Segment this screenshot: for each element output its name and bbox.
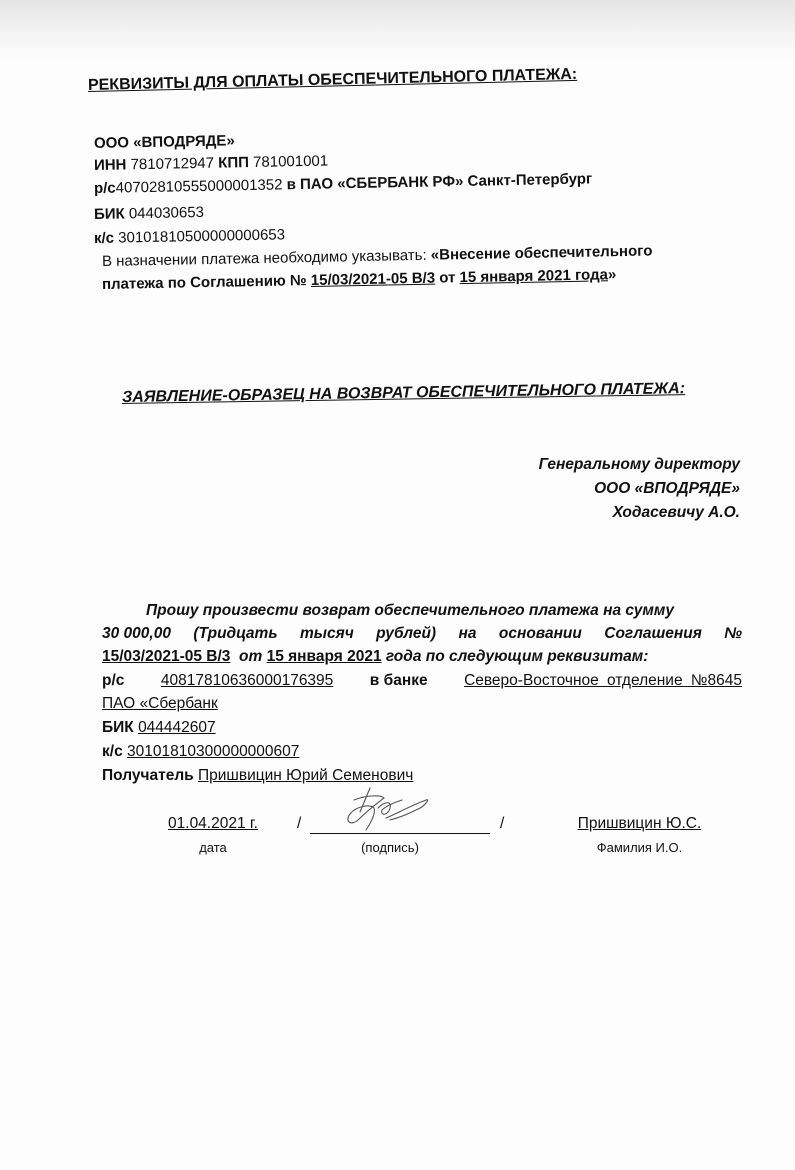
recipient-line bbox=[102, 766, 413, 786]
signature-caption: (подпись) bbox=[361, 840, 419, 855]
body-line-1: Прошу произвести возврат обеспечительного платежа на сумму bbox=[146, 602, 674, 619]
scan-shadow bbox=[0, 0, 795, 60]
purpose-close-quote: » bbox=[607, 266, 617, 284]
body-line-2 bbox=[102, 624, 742, 644]
corr-label: к/с bbox=[93, 229, 115, 247]
refund-corr-label: к/с bbox=[102, 743, 123, 760]
refund-bank-name-2: ПАО «Сбербанк bbox=[102, 695, 218, 712]
account-value: 40702810555000001352 bbox=[115, 176, 283, 197]
signature-date: 01.04.2021 г. bbox=[168, 815, 258, 832]
word: Соглашения bbox=[604, 625, 702, 642]
refund-account-value: 40817810636000176395 bbox=[160, 672, 334, 689]
agreement-number: 15/03/2021-05 В/3 bbox=[102, 648, 231, 665]
addressee-line-3: Ходасевичу А.О. bbox=[612, 504, 740, 521]
kpp-label: КПП bbox=[218, 154, 250, 172]
amount: 30 000,00 bbox=[102, 625, 171, 642]
recipient-label: Получатель bbox=[102, 767, 194, 784]
signer-name: Пришвицин Ю.С. bbox=[577, 815, 702, 832]
purpose-text-2: платежа по Соглашению № bbox=[101, 272, 307, 293]
purpose-date: 15 января 2021 года bbox=[459, 266, 609, 287]
handwritten-signature bbox=[330, 786, 440, 836]
purpose-agreement-number: 15/03/2021-05 В/3 bbox=[310, 269, 436, 289]
date-caption: дата bbox=[199, 840, 227, 855]
bik-value: 044030653 bbox=[128, 203, 205, 223]
bik-label: БИК bbox=[93, 205, 125, 223]
company-name: ООО «ВПОДРЯДЕ» bbox=[93, 132, 235, 152]
refund-bik-label: БИК bbox=[102, 719, 134, 736]
corr-account-line bbox=[94, 225, 285, 249]
refund-corr-line bbox=[102, 742, 299, 762]
refund-account-line bbox=[102, 671, 742, 691]
word: тысяч bbox=[299, 625, 354, 642]
from-word: от bbox=[239, 648, 263, 665]
addressee-line-2: ООО «ВПОДРЯДЕ» bbox=[594, 480, 740, 497]
account-label: р/с bbox=[93, 179, 116, 197]
purpose-text-1: «Внесение обеспечительного bbox=[430, 242, 653, 264]
refund-sample-heading: ЗАЯВЛЕНИЕ-ОБРАЗЕЦ НА ВОЗВРАТ ОБЕСПЕЧИТЕЛЬНОГО ПЛАТЕЖА: bbox=[121, 380, 686, 406]
addressee-line-1: Генеральному директору bbox=[538, 456, 740, 473]
payment-details-heading: РЕКВИЗИТЫ ДЛЯ ОПЛАТЫ ОБЕСПЕЧИТЕЛЬНОГО ПЛАТЕЖА: bbox=[87, 65, 578, 94]
body-line-3 bbox=[102, 647, 742, 667]
agreement-date: 15 января 2021 bbox=[266, 648, 382, 665]
refund-corr-value: 30101810300000000607 bbox=[127, 743, 300, 760]
inn-label: ИНН bbox=[93, 156, 127, 174]
word: основании bbox=[498, 625, 582, 642]
purpose-intro: В назначении платежа необходимо указывать: bbox=[101, 246, 427, 270]
corr-value: 30101810500000000653 bbox=[118, 226, 286, 247]
word: на bbox=[458, 625, 477, 642]
word: (Тридцать bbox=[193, 625, 278, 642]
inn-value: 7810712947 bbox=[130, 154, 215, 174]
body-line-3-tail: года по следующим реквизитам: bbox=[385, 648, 649, 665]
refund-account-label: р/с bbox=[102, 672, 125, 689]
bik-line bbox=[94, 203, 204, 225]
refund-bank-name-1: Северо-Восточное отделение №8645 bbox=[464, 672, 742, 689]
refund-bik-line bbox=[102, 718, 216, 738]
name-caption: Фамилия И.О. bbox=[596, 840, 683, 855]
inn-kpp-line bbox=[94, 152, 329, 176]
refund-bik-value: 044442607 bbox=[138, 719, 216, 736]
bank-name: в ПАО «СБЕРБАНК РФ» Санкт-Петербург bbox=[286, 170, 593, 194]
recipient-name: Пришвицин Юрий Семенович bbox=[198, 767, 414, 784]
refund-bank-label: в банке bbox=[369, 672, 428, 689]
number-sign: № bbox=[724, 625, 742, 642]
word: рублей) bbox=[376, 625, 437, 642]
kpp-value: 781001001 bbox=[252, 152, 329, 171]
separator-1: / bbox=[297, 815, 302, 832]
purpose-from: от bbox=[439, 269, 456, 287]
separator-2: / bbox=[500, 815, 505, 832]
